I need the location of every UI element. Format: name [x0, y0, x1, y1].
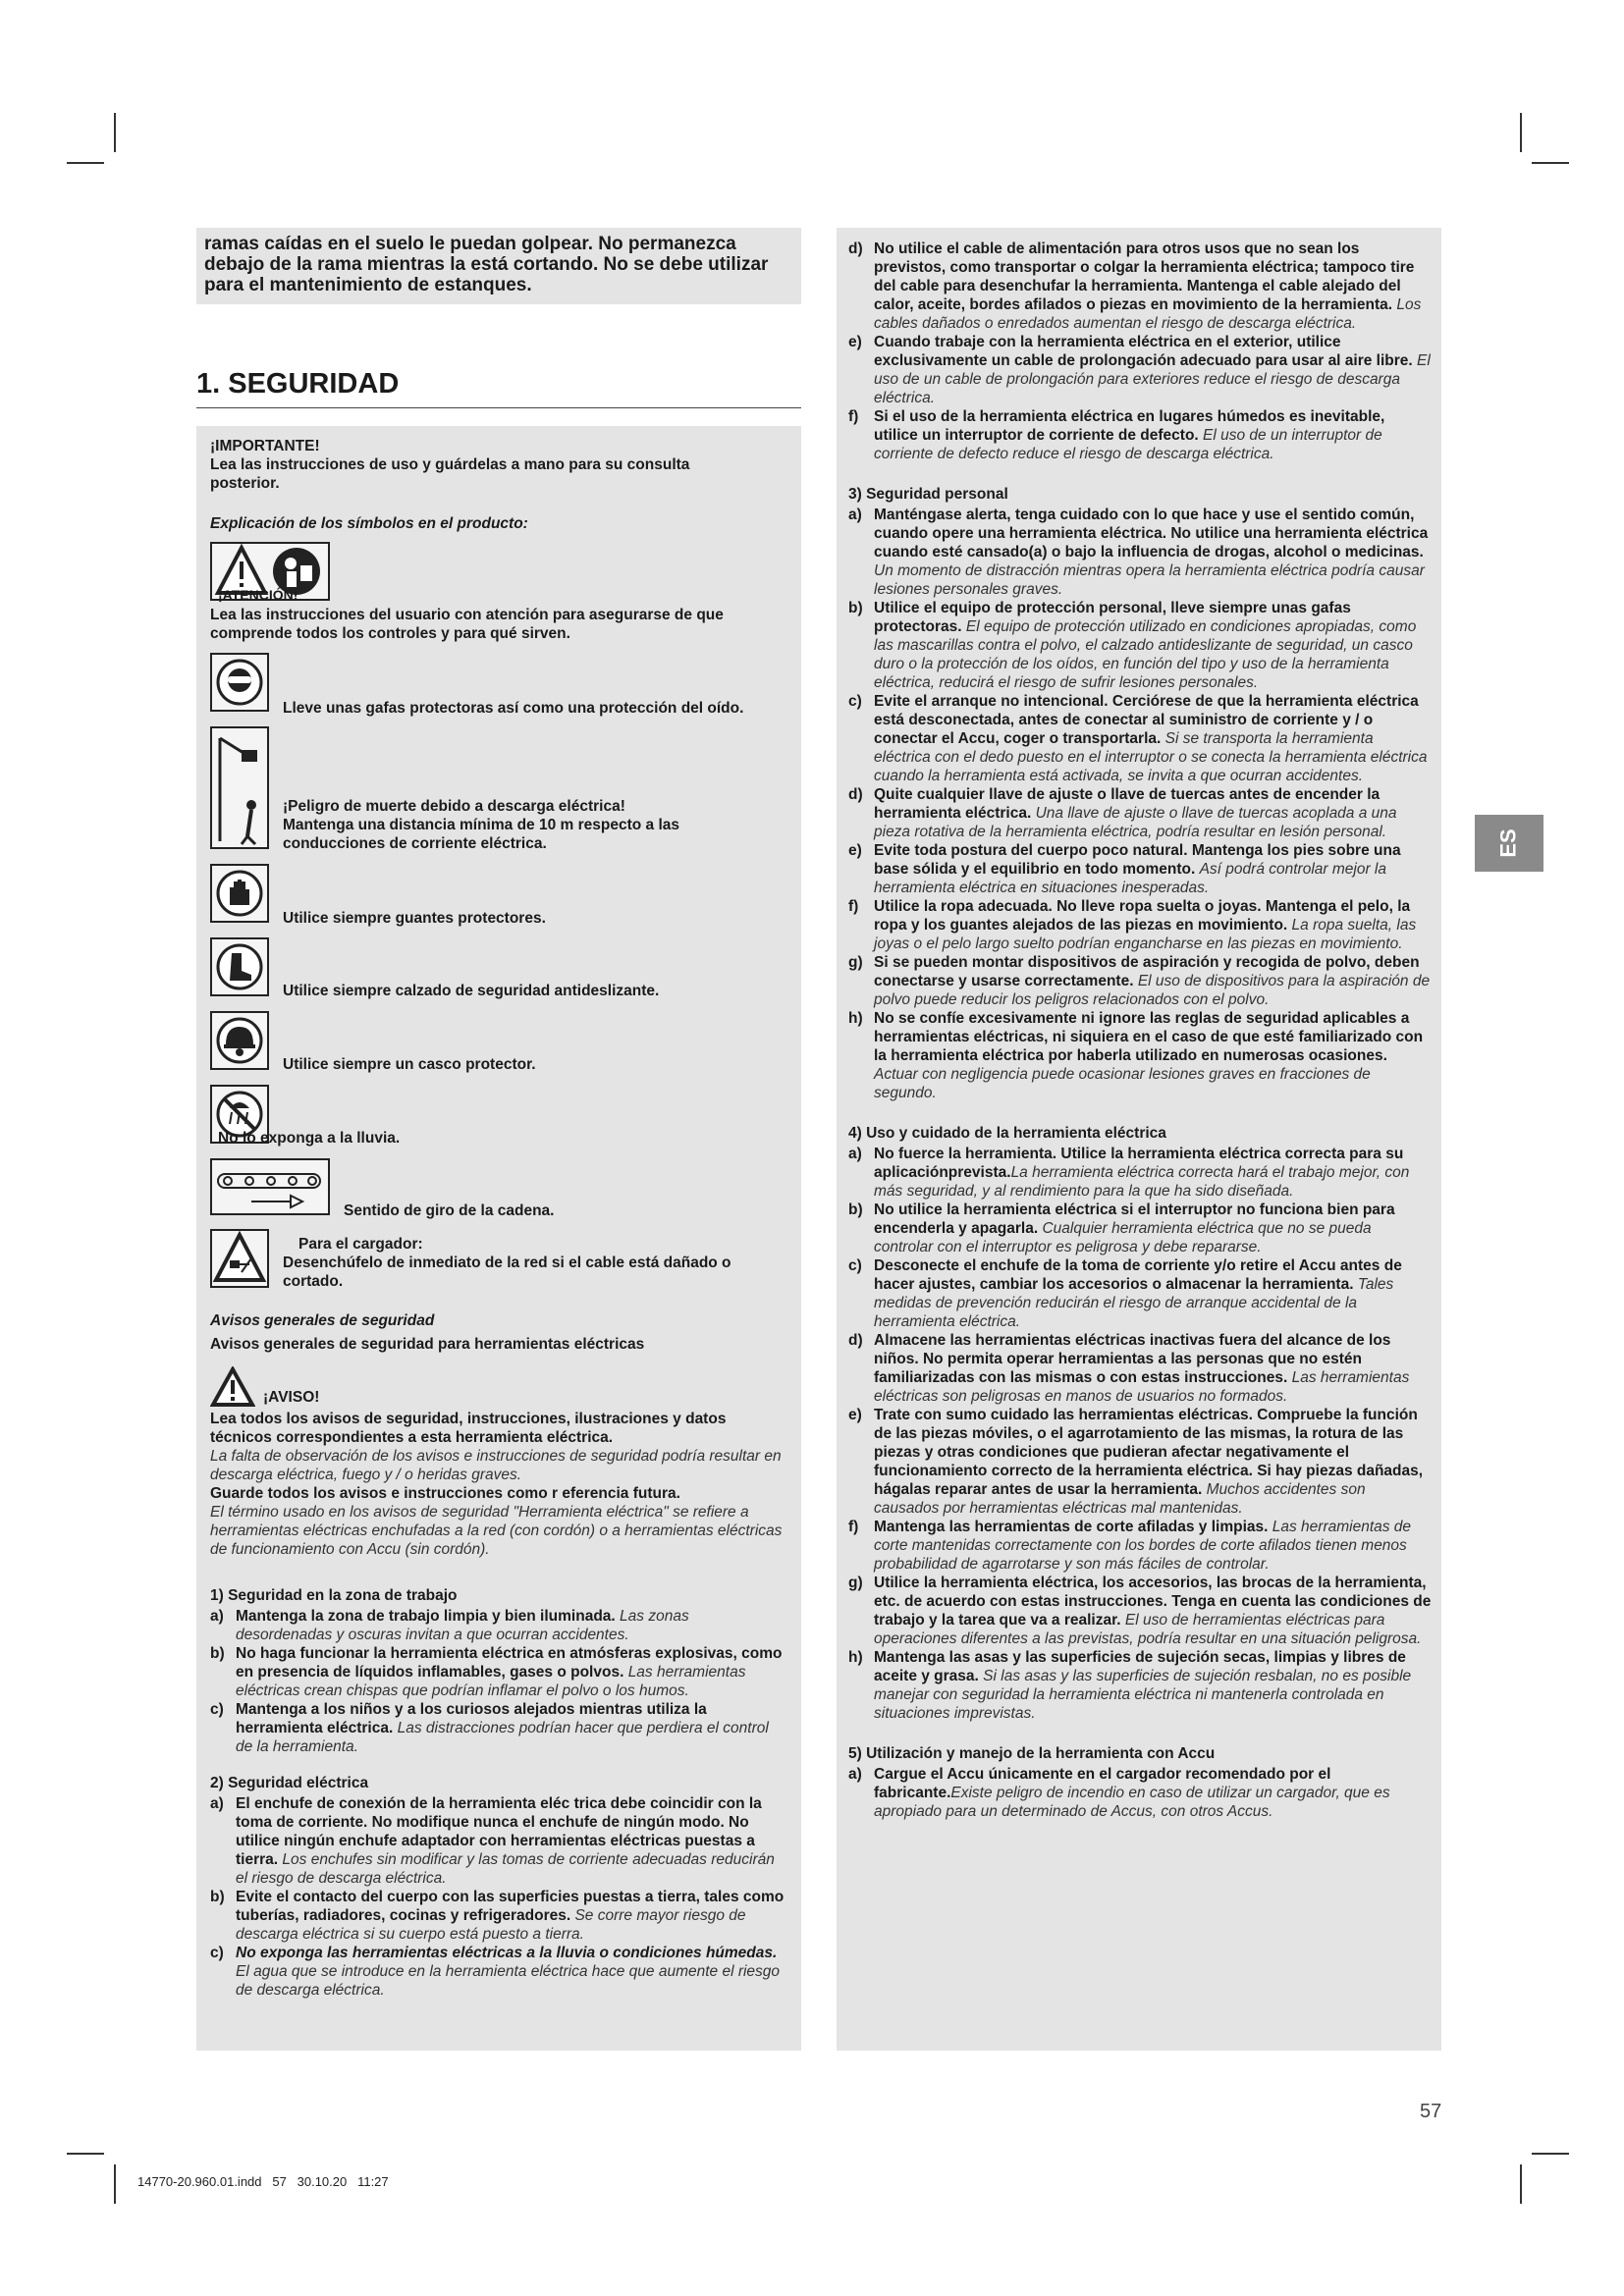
symbol-text-charger-1: Para el cargador: — [298, 1236, 423, 1253]
symbol-text-gloves: Utilice siempre guantes protectores. — [283, 910, 546, 927]
list-item: e) Cuando trabaje con la herramienta eléctrica en el exterior, utilice exclusivamente un cable de prolongación adecuado para usar al aire libre. El uso de un cable de prolongación para exteriores reduce el riesgo de descarga eléctrica. — [848, 334, 1431, 406]
list-item: h) No se confíe excesivamente ni ignore las reglas de seguridad aplicables a herramientas eléctricas, ni siquiera en el caso de que esté familiarizado con la herramienta eléctrica por haberla utilizado en numerosas ocasiones. Actuar con negligencia puede ocasionar lesiones graves en fracciones de segundo. — [848, 1010, 1424, 1101]
aviso-warning-icon — [210, 1366, 255, 1408]
list-item: c) Evite el arranque no intencional. Cerciórese de que la herramienta eléctrica está desconectada, antes de conectar al suministro de corriente y / o conectar el Accu, coger o transportarla. Si se transporta la herramienta eléctrica con el dedo puesto en el interruptor o se conecta la herramienta eléctrica cuando la herramienta está activada, se invita a que ocurran accidentes. — [848, 693, 1428, 784]
list-item: b) Utilice el equipo de protección personal, lleve siempre unas gafas protectoras. El equipo de protección utilizado en condiciones apropiadas, como las mascarillas contra el polvo, el calzado antideslizante de seguridad, un casco duro o la protección de los oídos, en función del tipo y uso de la herramienta eléctrica, reducirá el riesgo de sufrir lesiones personales. — [848, 600, 1417, 691]
list-item: b) Evite el contacto del cuerpo con las superficies puestas a tierra, tales como tuberías, radiadores, cocinas y refrigeradores. Se corre mayor riesgo de descarga eléctrica si su cuerpo está puesto a tierra. — [210, 1889, 785, 1943]
atencion-label: ¡ATENCIÓN! — [218, 587, 298, 603]
atencion-text: Lea las instrucciones del usuario con atención para asegurarse de que comprende todos los controles y para qué sirven. — [210, 607, 724, 642]
list-item: a) Manténgase alerta, tenga cuidado con lo que hace y use el sentido común, cuando opere una herramienta eléctrica. No utilice una herramienta eléctrica cuando esté cansado(a) o bajo la influencia de drogas, alcohol o medicinas. Un momento de distracción mientras opera la herramienta eléctrica podría causar lesiones personales graves. — [848, 507, 1429, 598]
crop-mark — [1520, 113, 1522, 152]
symbol-text-goggles: Lleve unas gafas protectoras así como una protección del oído. — [283, 700, 744, 717]
s3-title: 3) Seguridad personal — [848, 486, 1008, 503]
list-item: e) Trate con sumo cuidado las herramientas eléctricas. Compruebe la función de las piezas móviles, o el agarrotamiento de las mismas, la rotura de las piezas y otras condiciones que pudieran afectar negativamente el funcionamiento correcto de la herramienta eléctrica. Si hay piezas dañadas, hágalas reparar antes de usar la herramienta. Muchos accidentes son causados por herramientas eléctricas mal mantenidas. — [848, 1407, 1424, 1517]
chain-direction-icon — [210, 1158, 330, 1215]
list-item: b) No utilice la herramienta eléctrica si el interruptor no funciona bien para encenderla y apagarla. Cualquier herramienta eléctrica que no se pueda controlar con el interruptor es peligrosa y debe repararse. — [848, 1201, 1395, 1255]
s1-title: 1) Seguridad en la zona de trabajo — [210, 1587, 458, 1604]
gloves-icon — [210, 864, 269, 923]
language-tab — [1475, 815, 1543, 872]
symbols-heading: Explicación de los símbolos en el producto: — [210, 515, 528, 532]
page-number: 57 — [1420, 2101, 1442, 2122]
symbol-text-electric-2: Mantenga una distancia mínima de 10 m respecto a las conducciones de corriente eléctrica. — [283, 817, 679, 852]
aviso-label: ¡AVISO! — [263, 1389, 320, 1406]
unplug-charger-icon — [210, 1229, 269, 1288]
list-item: c) Mantenga a los niños y a los curiosos alejados mientras utiliza la herramienta eléctrica. Las distracciones podrían hacer que perdiera el control de la herramienta. — [210, 1701, 769, 1755]
s1-block — [210, 1586, 789, 2000]
list-item: d) Almacene las herramientas eléctricas inactivas fuera del alcance de los niños. No permita operar herramientas a las personas que no estén familiarizadas con las mismas o con estas instrucciones. Las herramientas eléctricas son peligrosas en manos de usuarios no formados. — [848, 1332, 1410, 1405]
symbol-text-electric-1: ¡Peligro de muerte debido a descarga eléctrica! — [283, 798, 625, 815]
electric-danger-icon — [210, 726, 269, 849]
general-block — [210, 1410, 789, 1559]
keep-bold: Guarde todos los avisos e instrucciones como r eferencia futura. — [210, 1485, 680, 1502]
crop-mark — [67, 2153, 104, 2155]
list-item: h) Mantenga las asas y las superficies de sujeción secas, limpias y libres de aceite y grasa. Si las asas y las superficies de sujeción resbalan, no es posible manejar con seguridad la herramienta eléctrica ni mantenerla controlada en situaciones imprevistas. — [848, 1649, 1412, 1722]
aviso-italic: La falta de observación de los avisos e instrucciones de seguridad podría resultar en descarga eléctrica, fuego y / o heridas graves. — [210, 1448, 782, 1483]
intro-box — [196, 228, 801, 304]
s2-title: 2) Seguridad eléctrica — [210, 1775, 369, 1791]
list-item: g) Utilice la herramienta eléctrica, los accesorios, las brocas de la herramienta, etc. de acuerdo con estas instrucciones. Tenga en cuenta las condiciones de trabajo y la tarea que va a realizar. El uso de herramientas eléctricas para operaciones diferentes a las previstas, podría resultar en una situación peligrosa. — [848, 1575, 1432, 1647]
list-item: e) Evite toda postura del cuerpo poco natural. Mantenga los pies sobre una base sólida y el equilibrio en todo momento. Así podrá controlar mejor la herramienta eléctrica en situaciones inesperadas. — [848, 842, 1401, 896]
list-item: d) No utilice el cable de alimentación para otros usos que no sean los previstos, como transportar o colgar la herramienta eléctrica; tampoco tire del cable para desenchufar la herramienta. Mantenga el cable alejado del calor, aceite, bordes afilados o piezas en movimiento de la herramienta. Los cables dañados o enredados aumentan el riesgo de descarga eléctrica. — [848, 240, 1422, 332]
crop-mark — [1520, 2164, 1522, 2204]
list-item: d) Quite cualquier llave de ajuste o llave de tuercas antes de encender la herramienta eléctrica. Una llave de ajuste o llave de tuercas acoplada a una pieza rotativa de la herramienta eléctrica, podría resultar en lesión personal. — [848, 786, 1397, 840]
list-item: a) El enchufe de conexión de la herramienta eléc trica debe coincidir con la toma de corriente. No modifique nunca el enchufe de ningún modo. No utilice ningún enchufe adaptador con herramientas eléctricas puestas a tierra. Los enchufes sin modificar y las tomas de corriente adecuadas reducirán el riesgo de descarga eléctrica. — [210, 1795, 775, 1887]
list-item: a) Mantenga la zona de trabajo limpia y bien iluminada. Las zonas desordenadas y oscuras invitan a que ocurran accidentes. — [210, 1608, 689, 1643]
list-item: c) Desconecte el enchufe de la toma de corriente y/o retire el Accu antes de hacer ajustes, cambiar los accesorios o almacenar la herramienta. Tales medidas de prevención reducirán el riesgo de arranque accidental de la herramienta eléctrica. — [848, 1257, 1402, 1330]
symbol-text-chain: Sentido de giro de la cadena. — [344, 1202, 555, 1219]
crop-mark — [67, 162, 104, 164]
general-heading: Avisos generales de seguridad — [210, 1312, 435, 1329]
crop-mark — [114, 2164, 116, 2204]
title-rule — [196, 407, 801, 408]
symbol-text-rain: No lo exponga a la lluvia. — [218, 1130, 401, 1147]
general-sub: Avisos generales de seguridad para herramientas eléctricas — [210, 1336, 645, 1353]
print-footer: 14770-20.960.01.indd 57 30.10.20 11:27 — [137, 2174, 389, 2189]
symbol-text-boots: Utilice siempre calzado de seguridad antideslizante. — [283, 983, 660, 999]
list-item: f) Utilice la ropa adecuada. No lleve ropa suelta o joyas. Mantenga el pelo, la ropa y los guantes alejados de las piezas en movimiento. La ropa suelta, las joyas o el pelo largo suelto podrían engancharse en las piezas en movimiento. — [848, 898, 1417, 952]
helmet-icon — [210, 1011, 269, 1070]
symbol-text-charger-2: Desenchúfelo de inmediato de la red si el cable está dañado o cortado. — [283, 1255, 731, 1290]
keep-italic: El término usado en los avisos de seguridad "Herramienta eléctrica" se refiere a herramientas eléctricas enchufadas a la red (con cordón) o a herramientas eléctricas de funcionamiento con Accu (sin cordón). — [210, 1504, 783, 1558]
s4-title: 4) Uso y cuidado de la herramienta eléctrica — [848, 1125, 1166, 1142]
list-item: a) No fuerce la herramienta. Utilice la herramienta eléctrica correcta para su aplicaciónprevista.La herramienta eléctrica correcta hará el trabajo mejor, con más seguridad, y al rendimiento para la que ha sido diseñada. — [848, 1146, 1410, 1200]
list-item: a) Cargue el Accu únicamente en el cargador recomendado por el fabricante.Existe peligro de incendio en caso de utilizar un cargador, que es apropiado para un determinado de Accus, con otros Accus. — [848, 1766, 1390, 1820]
crop-mark — [114, 113, 116, 152]
s5-title: 5) Utilización y manejo de la herramienta con Accu — [848, 1745, 1216, 1762]
list-item: f) Mantenga las herramientas de corte afiladas y limpias. Las herramientas de corte mantenidas correctamente con los bordes de corte afilados tienen menos probabilidad de agarrotarse y son más fáciles de controlar. — [848, 1519, 1412, 1573]
safety-boots-icon — [210, 937, 269, 996]
list-item: f) Si el uso de la herramienta eléctrica en lugares húmedos es inevitable, utilice un interruptor de corriente de defecto. El uso de un interruptor de corriente de defecto reduce el riesgo de descarga eléctrica. — [848, 408, 1385, 462]
crop-mark — [1532, 2153, 1569, 2155]
right-column — [848, 240, 1432, 1821]
list-item: b) No haga funcionar la herramienta eléctrica en atmósferas explosivas, como en presencia de líquidos inflamables, gases o polvos. Las herramientas eléctricas crean chispas que podrían inflamar el polvo o los humos. — [210, 1645, 783, 1699]
section-title: 1. SEGURIDAD — [196, 368, 400, 400]
aviso-bold: Lea todos los avisos de seguridad, instrucciones, ilustraciones y datos técnicos correspondientes a esta herramienta eléctrica. — [210, 1411, 727, 1446]
symbol-text-helmet: Utilice siempre un casco protector. — [283, 1056, 536, 1073]
list-item: g) Si se pueden montar dispositivos de aspiración y recogida de polvo, deben conectarse y usarse correctamente. El uso de dispositivos para la aspiración de polvo puede reducir los peligros relacionados con el polvo. — [848, 954, 1431, 1008]
important-title: ¡IMPORTANTE! — [210, 438, 320, 454]
important-text: Lea las instrucciones de uso y guárdelas a mano para su consulta posterior. — [210, 456, 690, 492]
crop-mark — [1532, 162, 1569, 164]
language-tab-label: ES — [1495, 828, 1521, 858]
list-item: c) No exponga las herramientas eléctricas a la lluvia o condiciones húmedas. El agua que se introduce en la herramienta eléctrica hace que aumente el riesgo de descarga eléctrica. — [210, 1945, 781, 1999]
intro-text: ramas caídas en el suelo le puedan golpear. No permanezca debajo de la rama mientras la está cortando. No se debe utilizar para el mantenimiento de estanques. — [204, 234, 769, 295]
goggles-ear-protection-icon — [210, 653, 269, 712]
